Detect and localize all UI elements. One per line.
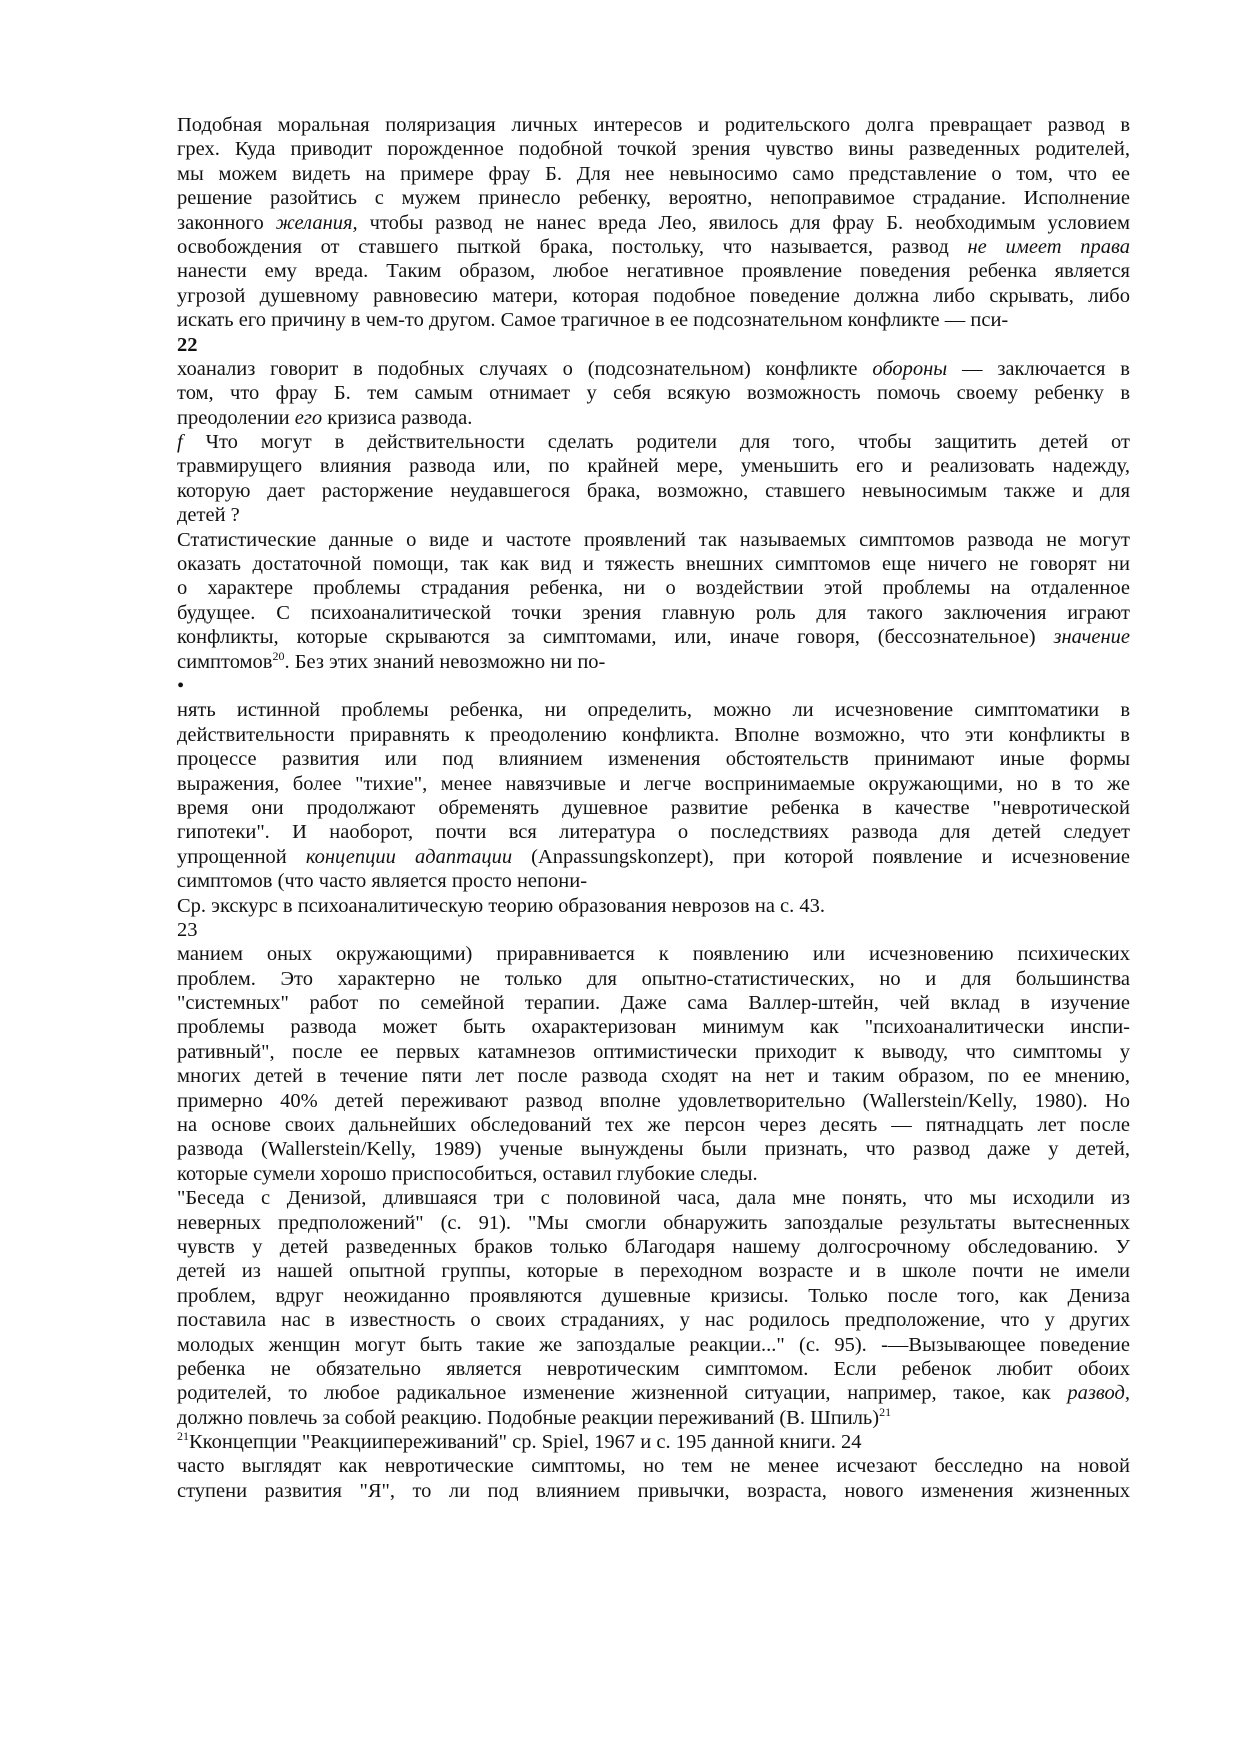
text-line: процессе развития или под влиянием изменения обстоятельств принимают иные формы — [177, 748, 1130, 771]
text-line: Статистические данные о виде и частоте проявлений так называемых симптомов развода не могут — [177, 528, 1130, 551]
text-line: том, что фрау Б. тем самым отнимает у себя всякую возможность помочь своему ребенку в — [177, 382, 1130, 405]
text-line: "Беседа с Денизой, длившаяся три с половиной часа, дала мне понять, что мы исходили из — [177, 1187, 1130, 1210]
text-line: нять истинной проблемы ребенка, ни определить, можно ли исчезновение симптоматики в — [177, 699, 1130, 722]
text-line: симптомов (что часто является просто непони- — [177, 870, 588, 893]
text-line: выражения, более "тихие", менее навязчивые и легче воспринимаемые окружающими, но в то же — [177, 772, 1130, 795]
text-line: часто выглядят как невротические симптомы, но тем не менее исчезают бесследно на новой — [177, 1455, 1130, 1478]
footnote-ref: 21 — [879, 1404, 892, 1419]
text-line: ративный", после ее первых катамнезов оптимистически приходит к выводу, что симптомы у — [177, 1040, 1130, 1063]
text-line: "системных" работ по семейной терапии. Даже сама Валлер-штейн, чей вклад в изучение — [177, 992, 1130, 1015]
text-line: на основе своих дальнейших обследований тех же персон через десять — пятнадцать лет после — [177, 1114, 1130, 1137]
text-line: травмирущего влияния развода или, по крайней мере, уменьшить его и реализовать надежду, — [177, 455, 1130, 478]
footnote-20: Ср. экскурс в психоаналитическую теорию образования неврозов на с. 43. — [177, 894, 826, 917]
text-line: проблемы развода может быть охарактеризован минимум как "психоаналитически инспи- — [177, 1016, 1130, 1039]
text-line: молодых женщин могут быть такие же запоздалые реакции..." (с. 95). -—Вызывающее поведение — [177, 1333, 1130, 1356]
text-line: проблем. Это характерно не только для опытно-статистических, но и для большинства — [177, 967, 1130, 990]
italic-emphasis: концепции адаптации — [305, 845, 513, 868]
text-line: поставила нас в известность о своих страданиях, у нас родилось предположение, что у других — [177, 1309, 1130, 1332]
bullet-marker: • — [177, 674, 185, 697]
footnote-21: $^{21}$Кконцепции "Реакциипереживаний" ср. Spiel, 1967 и с. 195 данной книги. 24 — [177, 1429, 862, 1454]
text-line: f Что могут в действительности сделать родители для того, чтобы защитить детей от — [177, 431, 1130, 454]
italic-emphasis: развод, — [1067, 1382, 1130, 1405]
text-line: ступени развития "Я", то ли под влиянием привычки, возраста, нового изменения жизненных — [177, 1479, 1130, 1502]
page-number: 23 — [177, 918, 198, 941]
text-line: угрозой душевному равновесию матери, которая подобное поведение должна либо скрывать, либо — [177, 284, 1130, 307]
text-line: неверных предположений" (с. 91). "Мы смогли обнаружить запоздалые результаты вытесненных — [177, 1211, 1130, 1234]
text-line: будущее. С психоаналитической точки зрения главную роль для такого заключения играют — [177, 601, 1130, 624]
text-line: гипотеки". И наоборот, почти вся литература о последствиях развода для детей следует — [177, 821, 1130, 844]
text-line: должно повлечь за собой реакцию. Подобные реакции переживаний (В. Шпиль)$^{21}$ — [177, 1404, 892, 1429]
text-line: преодолении его кризиса развода. — [177, 406, 473, 429]
italic-emphasis: f — [177, 431, 183, 454]
text-line: освобождения от ставшего пыткой брака, постольку, что называется, развод не имеет права — [177, 235, 1130, 258]
text-line: мы можем видеть на примере фрау Б. Для нее невыносимо само представление о том, что ее — [177, 162, 1130, 185]
text-line: многих детей в течение пяти лет после развода сходят на нет и таким образом, по ее мнению, — [177, 1065, 1130, 1088]
text-line: чувств у детей разведенных браков только бЛагодаря нашему долгосрочному обследованию. У — [177, 1235, 1130, 1258]
footnote-ref: 20 — [272, 648, 285, 663]
text-line: искать его причину в чем-то другом. Самое трагичное в ее подсознательном конфликте — пси- — [177, 309, 1009, 332]
italic-emphasis: значение — [1053, 626, 1130, 649]
footnote-ref: 21 — [177, 1429, 189, 1444]
text-line: развода (Wallerstein/Kelly, 1989) ученые вынуждены были признать, что развод даже у детей, — [177, 1138, 1130, 1161]
page-number: 22 — [177, 333, 198, 356]
italic-emphasis: его — [294, 406, 323, 429]
text-line: ребенка не обязательно является невротическим симптомом. Если ребенок любит обоих — [177, 1357, 1130, 1380]
text-line: симптомов$^{20}$. Без этих знаний невозможно ни по- — [177, 648, 606, 673]
text-line: детей ? — [177, 504, 240, 527]
text-line: о характере проблемы страдания ребенка, ни о воздействии этой проблемы на отдаленное — [177, 577, 1130, 600]
text-line: манием оных окружающими) приравнивается к появлению или исчезновению психических — [177, 943, 1130, 966]
text-line: детей из нашей опытной группы, которые в переходном возрасте и в школе почти не имели — [177, 1260, 1130, 1283]
text-line: хоанализ говорит в подобных случаях о (подсознательном) конфликте обороны — заключается в — [177, 357, 1130, 380]
text-line: оказать достаточной помощи, так как вид и тяжесть внешних симптомов еще ничего не говорят ни — [177, 553, 1130, 576]
text-line: Подобная моральная поляризация личных интересов и родительского долга превращает развод в — [177, 114, 1130, 136]
text-line: законного желания, чтобы развод не нанес вреда Лео, явилось для фрау Б. необходимым условием — [177, 211, 1130, 234]
text-line: нанести ему вреда. Таким образом, любое негативное проявление поведения ребенка является — [177, 260, 1130, 283]
text-line: действительности приравнять к преодолению конфликта. Вполне возможно, что эти конфликты в — [177, 723, 1130, 746]
text-line: решение разойтись с мужем принесло ребенку, вероятно, непоправимое страдание. Исполнение — [177, 187, 1130, 210]
text-line: которые сумели хорошо приспособиться, оставил глубокие следы. — [177, 1162, 758, 1185]
text-line: проблем, вдруг неожиданно проявляются душевные кризисы. Только после того, как Дениза — [177, 1284, 1130, 1307]
text-line: упрощенной концепции адаптации (Anpassungskonzept), при которой появление и исчезновение — [177, 845, 1130, 868]
italic-emphasis: не имеет права — [967, 235, 1130, 258]
text-line: конфликты, которые скрываются за симптомами, или, иначе говоря, (бессознательное) значение — [177, 626, 1130, 649]
text-line: время они продолжают обременять душевное развитие ребенка в качестве "невротической — [177, 796, 1130, 819]
italic-emphasis: обороны — [872, 357, 948, 380]
text-line: родителей, то любое радикальное изменение жизненной ситуации, например, такое, как развод, — [177, 1382, 1130, 1405]
document-page — [177, 113, 1130, 1503]
italic-emphasis: желания, — [275, 211, 358, 234]
text-line: которую дает расторжение неудавшегося брака, возможно, ставшего невыносимым также и для — [177, 479, 1130, 502]
text-line: примерно 40% детей переживают развод вполне удовлетворительно (Wallerstein/Kelly, 1980). Но — [177, 1089, 1130, 1112]
text-line: грех. Куда приводит порожденное подобной точкой зрения чувство вины разведенных родителей, — [177, 138, 1130, 161]
